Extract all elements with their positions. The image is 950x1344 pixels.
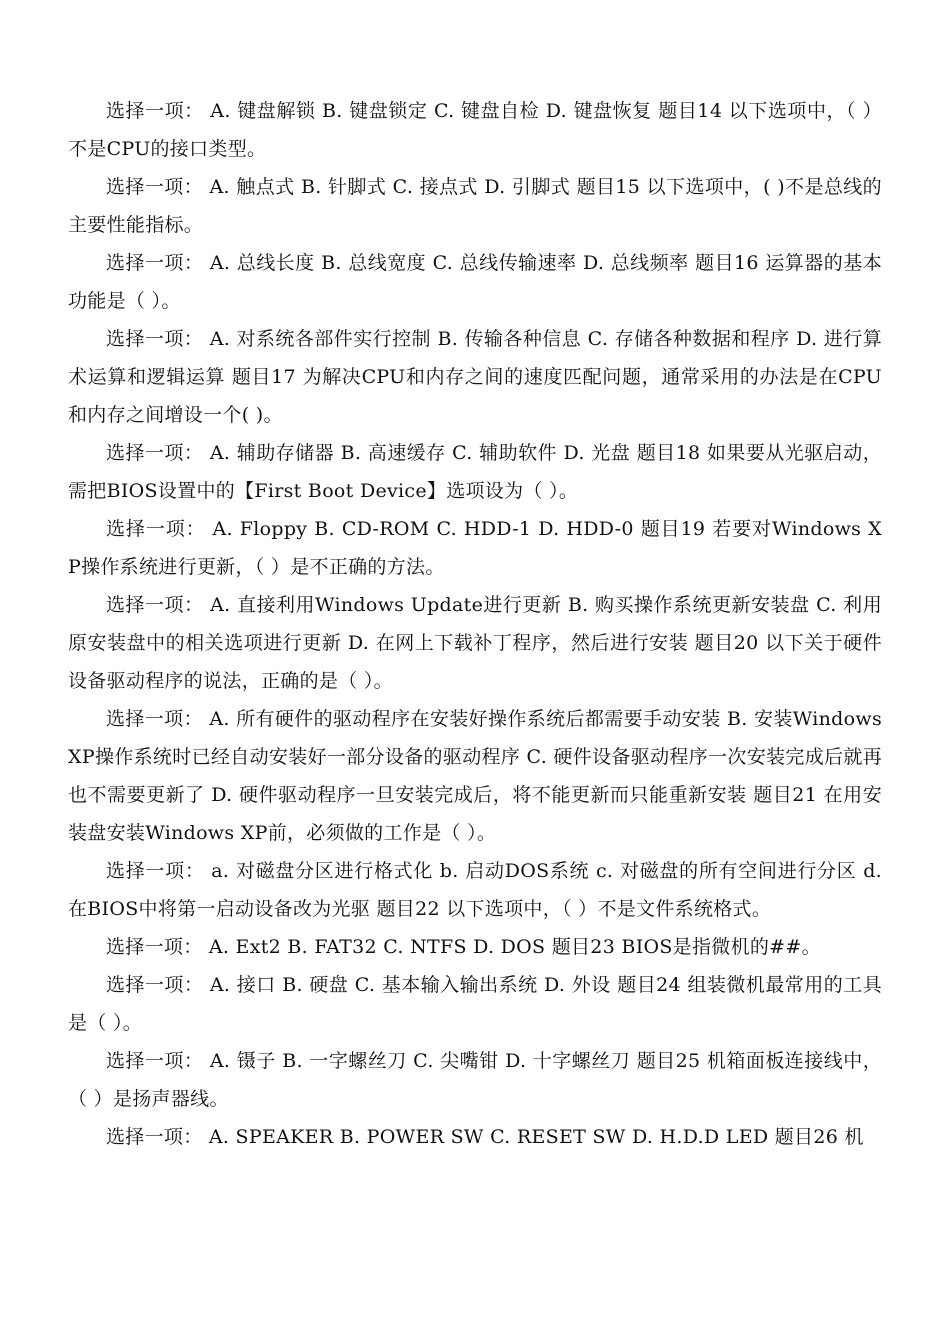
question-paragraph-7: 选择一项： A. 直接利用Windows Update进行更新 B. 购买操作系统更新安装盘 C. 利用原安装盘中的相关选项进行更新 D. 在网上下载补丁程序，然后进行安装 题目20 以下关于硬件设备驱动程序的说法，正确的是（ ）。 [68, 594, 882, 692]
question-paragraph-10: 选择一项： A. Ext2 B. FAT32 C. NTFS D. DOS 题目23 BIOS是指微机的##。 [106, 936, 821, 958]
question-paragraph-13: 选择一项： A. SPEAKER B. POWER SW C. RESET SW D. H.D.D LED 题目26 机 [106, 1126, 864, 1148]
question-paragraph-5: 选择一项： A. 辅助存储器 B. 高速缓存 C. 辅助软件 D. 光盘 题目18 如果要从光驱启动，需把BIOS设置中的【First Boot Device】选项设为（ ）。 [68, 442, 882, 502]
question-paragraph-6: 选择一项： A. Floppy B. CD-ROM C. HDD-1 D. HDD-0 题目19 若要对Windows XP操作系统进行更新，（ ）是不正确的方法。 [68, 518, 882, 578]
question-paragraph-8: 选择一项： A. 所有硬件的驱动程序在安装好操作系统后都需要手动安装 B. 安装Windows XP操作系统时已经自动安装好一部分设备的驱动程序 C. 硬件设备驱动程序一次安装完成后就再也不需要更新了 D. 硬件驱动程序一旦安装完成后，将不能更新而只能重新安装 题目21 在用安装盘安装Windows XP前，必须做的工作是（ ）。 [68, 708, 882, 844]
question-paragraph-3: 选择一项： A. 总线长度 B. 总线宽度 C. 总线传输速率 D. 总线频率 题目16 运算器的基本功能是（ ）。 [68, 252, 882, 312]
question-paragraph-2: 选择一项： A. 触点式 B. 针脚式 C. 接点式 D. 引脚式 题目15 以下选项中，( )不是总线的主要性能指标。 [68, 176, 882, 236]
question-paragraph-1: 选择一项： A. 键盘解锁 B. 键盘锁定 C. 键盘自检 D. 键盘恢复 题目14 以下选项中，（ ）不是CPU的接口类型。 [68, 100, 882, 160]
question-paragraph-4: 选择一项： A. 对系统各部件实行控制 B. 传输各种信息 C. 存储各种数据和程序 D. 进行算术运算和逻辑运算 题目17 为解决CPU和内存之间的速度匹配问题，通常采用的办法是在CPU和内存之间增设一个( )。 [68, 328, 882, 426]
question-paragraph-11: 选择一项： A. 接口 B. 硬盘 C. 基本输入输出系统 D. 外设 题目24 组装微机最常用的工具是（ ）。 [68, 974, 882, 1034]
question-paragraph-9: 选择一项： a. 对磁盘分区进行格式化 b. 启动DOS系统 c. 对磁盘的所有空间进行分区 d. 在BIOS中将第一启动设备改为光驱 题目22 以下选项中，（ ）不是文件系统格式。 [68, 860, 882, 920]
question-paragraph-12: 选择一项： A. 镊子 B. 一字螺丝刀 C. 尖嘴钳 D. 十字螺丝刀 题目25 机箱面板连接线中，（ ）是扬声器线。 [68, 1050, 882, 1110]
